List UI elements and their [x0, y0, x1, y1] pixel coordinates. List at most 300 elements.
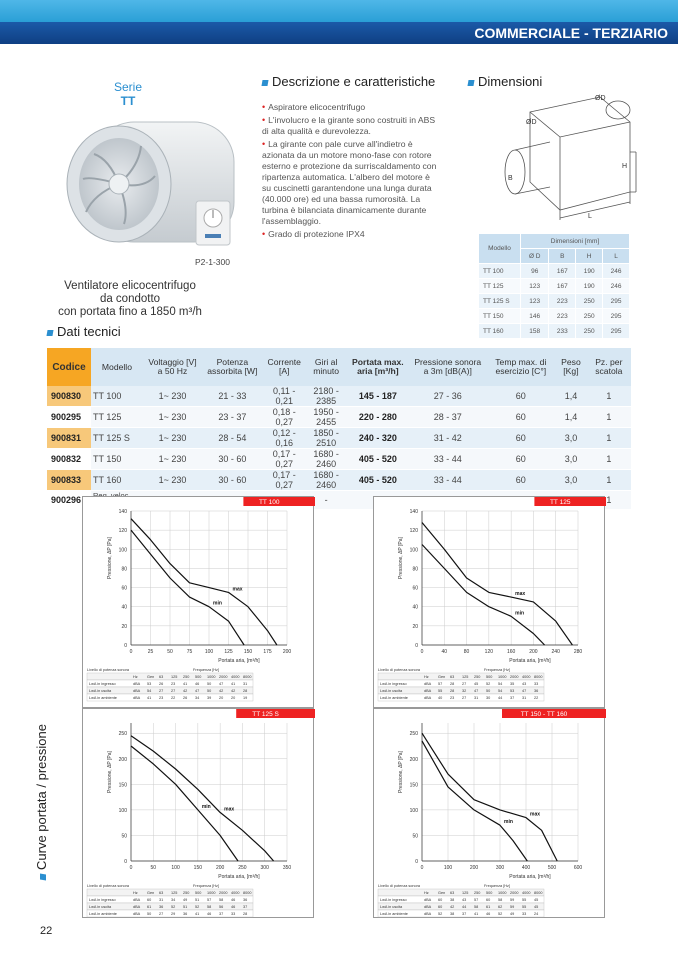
dim-cell: 295: [603, 309, 630, 324]
noise-cell: LwA in ambiente: [89, 696, 117, 700]
tech-cell: 2180 - 2385: [306, 386, 347, 407]
y-tick-label: 0: [415, 643, 418, 649]
noise-cell: Gen: [438, 891, 446, 895]
noise-cell: Gen: [147, 675, 155, 679]
noise-cell: 58: [498, 898, 503, 902]
dim-row: [479, 309, 630, 324]
dim-title-wrap: [468, 74, 542, 89]
noise-cell: 24: [534, 912, 539, 916]
y-tick-label: 0: [124, 643, 127, 649]
x-tick-label: 500: [547, 865, 557, 871]
noise-cell: 23: [450, 696, 455, 700]
x-tick-label: 0: [420, 865, 424, 871]
noise-cell: 41: [183, 682, 188, 686]
dim-cell: 123: [521, 279, 549, 294]
y-tick-label: 50: [412, 833, 418, 840]
tech-cell: 0,17 - 0,27: [263, 449, 306, 470]
noise-cell: 44: [462, 905, 467, 909]
tech-cell: 1: [587, 407, 631, 428]
noise-cell: 42: [450, 905, 455, 909]
dimension-drawing: [490, 92, 638, 222]
dim-label-h: H: [622, 163, 628, 170]
dim-col: Ø D: [521, 249, 549, 264]
tech-cell: 60: [486, 449, 555, 470]
dim-cell: 223: [549, 294, 576, 309]
noise-cell: 37: [510, 696, 515, 700]
noise-freq-label: Frequenza [Hz]: [484, 668, 510, 672]
tech-cell: 27 - 36: [409, 386, 486, 407]
noise-cell: 58: [207, 905, 212, 909]
y-tick-label: 200: [409, 756, 418, 763]
noise-cell: 1000: [207, 891, 216, 895]
dim-cell: 246: [603, 279, 630, 294]
tech-cell: 1950 - 2455: [306, 407, 347, 428]
tech-cell: 31 - 42: [409, 428, 486, 449]
tech-row: [47, 449, 631, 470]
x-tick-label: 125: [224, 649, 233, 655]
series-line-max: [422, 733, 557, 861]
x-axis-label: Portata aria, [m³/h]: [218, 874, 260, 880]
dim-cell: 295: [603, 324, 630, 339]
y-tick-label: 0: [415, 859, 418, 865]
noise-cell: 250: [474, 675, 481, 679]
noise-cell: dBA: [424, 912, 432, 916]
noise-cell: 42: [219, 689, 224, 693]
tech-cell: 28 - 54: [202, 428, 263, 449]
tech-header: Voltaggio [V] a 50 Hz: [143, 348, 202, 386]
noise-cell: 51: [183, 905, 188, 909]
noise-cell: 41: [474, 912, 479, 916]
x-tick-label: 300: [260, 865, 269, 871]
noise-cell: 31: [474, 696, 479, 700]
noise-cell: 61: [147, 905, 152, 909]
noise-cell: 250: [183, 891, 190, 895]
noise-cell: 250: [183, 675, 190, 679]
x-tick-label: 150: [243, 649, 253, 655]
noise-cell: 60: [438, 905, 443, 909]
series-label-min: min: [504, 819, 513, 826]
noise-cell: 53: [510, 689, 515, 693]
tech-cell: 900296: [47, 491, 91, 510]
x-axis-label: Portata aria, [m³/h]: [218, 658, 260, 664]
noise-cell: 43: [522, 682, 527, 686]
noise-cell: LwA in ambiente: [89, 912, 117, 916]
series-label-max: max: [232, 586, 243, 593]
noise-cell: 47: [522, 689, 527, 693]
caption-line: da condotto: [99, 293, 161, 305]
tech-cell: 220 - 280: [347, 407, 410, 428]
dim-row: [479, 324, 630, 339]
noise-cell: dBA: [424, 696, 432, 700]
y-tick-label: 120: [118, 528, 127, 535]
tech-cell: 900295: [47, 407, 91, 428]
noise-title: Livello di potenza sonora: [87, 668, 130, 672]
noise-cell: 32: [462, 689, 467, 693]
caption-line: con portata fino a 1850 m³/h: [58, 306, 202, 318]
noise-cell: 125: [462, 891, 469, 895]
serie-label: Serie: [113, 80, 142, 94]
noise-cell: 8000: [534, 675, 543, 679]
tech-table: [47, 348, 631, 510]
noise-cell: 54: [147, 689, 152, 693]
serie-name: TT: [120, 94, 136, 108]
dim-model-header: Modello: [479, 234, 521, 264]
noise-cell: 46: [231, 905, 236, 909]
noise-cell: dBA: [133, 905, 141, 909]
chart-title: TT 100: [258, 499, 280, 506]
dim-label-l: L: [588, 213, 592, 220]
x-tick-label: 0: [129, 865, 133, 871]
noise-cell: 4000: [522, 891, 531, 895]
noise-cell: 31: [243, 682, 248, 686]
dim-cell: 250: [576, 294, 603, 309]
y-axis-label: Pressione, ΔP [Pa]: [398, 537, 404, 579]
noise-cell: Hz: [424, 891, 429, 895]
tech-cell: 1: [587, 491, 631, 510]
tech-cell: 60: [486, 470, 555, 491]
tech-header: Pressione sonora a 3m [dB(A)]: [409, 348, 486, 386]
noise-cell: 500: [195, 675, 202, 679]
noise-cell: 52: [195, 905, 200, 909]
noise-cell: LwA in uscita: [380, 689, 403, 693]
x-tick-label: 200: [529, 649, 538, 655]
noise-cell: 8000: [243, 675, 252, 679]
noise-cell: 52: [171, 905, 176, 909]
noise-cell: LwA in ingresso: [380, 682, 407, 686]
y-tick-label: 100: [118, 807, 127, 814]
noise-cell: 1000: [498, 891, 507, 895]
noise-cell: 50: [207, 689, 212, 693]
y-tick-label: 50: [121, 833, 127, 840]
noise-row: [87, 673, 253, 680]
noise-cell: 47: [219, 682, 224, 686]
noise-cell: 52: [498, 912, 503, 916]
tech-cell: 1: [587, 428, 631, 449]
noise-cell: 38: [450, 898, 455, 902]
noise-freq-label: Frequenza [Hz]: [193, 884, 219, 888]
series-label-min: min: [201, 803, 211, 810]
tech-cell: 33 - 44: [409, 449, 486, 470]
dim-label-b: B: [508, 175, 513, 182]
noise-cell: 23: [171, 682, 176, 686]
tech-cell: 0,17 - 0,27: [263, 470, 306, 491]
dim-cell: 96: [521, 264, 549, 279]
tech-cell: 3,0: [555, 449, 586, 470]
noise-cell: 58: [219, 898, 224, 902]
tech-cell: 900832: [47, 449, 91, 470]
series-label-max: max: [515, 591, 526, 598]
noise-cell: 60: [438, 898, 443, 902]
chart-title: TT 125 S: [252, 711, 279, 718]
noise-cell: 4000: [231, 675, 240, 679]
tech-cell: 1~ 230: [143, 449, 202, 470]
noise-cell: 31: [159, 898, 164, 902]
x-tick-label: 300: [495, 865, 505, 871]
noise-freq-label: Frequenza [Hz]: [484, 884, 510, 888]
x-tick-label: 100: [443, 865, 453, 871]
dim-cell: 158: [521, 324, 549, 339]
tech-cell: 1~ 230: [143, 386, 202, 407]
x-tick-label: 350: [282, 865, 292, 871]
tech-row: [47, 386, 631, 407]
noise-cell: 53: [147, 682, 152, 686]
dimensions-table: [478, 233, 630, 339]
noise-cell: LwA in uscita: [380, 905, 403, 909]
dim-cell: TT 125 S: [479, 294, 521, 309]
noise-cell: 54: [498, 682, 503, 686]
dim-cell: 167: [549, 279, 576, 294]
tech-cell: 240 - 320: [347, 428, 410, 449]
tech-cell: 3,0: [555, 470, 586, 491]
noise-cell: 250: [474, 891, 481, 895]
noise-cell: 45: [534, 898, 539, 902]
noise-cell: 47: [474, 689, 479, 693]
chart-tt100: [82, 496, 314, 708]
series-line-max: [422, 523, 572, 646]
chart-tt125: [373, 496, 605, 708]
noise-cell: 20: [219, 696, 224, 700]
tech-cell: 1~ 230: [143, 407, 202, 428]
dim-cell: 146: [521, 309, 549, 324]
y-axis-label: Pressione, ΔP [Pa]: [398, 751, 404, 793]
noise-cell: 19: [243, 696, 248, 700]
noise-cell: 42: [231, 689, 236, 693]
tech-cell: 1,4: [555, 407, 586, 428]
tech-title: Dati tecnici: [57, 324, 121, 339]
desc-item: • L'involucro e la girante sono costruiti in ABS di alta qualità e durevolezza.: [262, 115, 436, 136]
noise-cell: 2000: [510, 891, 519, 895]
noise-cell: 500: [486, 891, 493, 895]
noise-cell: 63: [450, 675, 455, 679]
tech-cell: 3,0: [555, 428, 586, 449]
x-tick-label: 280: [573, 649, 583, 655]
dim-cell: 190: [576, 279, 603, 294]
series-line-min: [422, 545, 545, 646]
noise-cell: LwA in ambiente: [380, 912, 408, 916]
noise-cell: dBA: [133, 898, 141, 902]
noise-cell: 40: [438, 696, 443, 700]
y-tick-label: 150: [409, 782, 418, 789]
tech-cell: 60: [486, 407, 555, 428]
tech-header: Corrente [A]: [263, 348, 306, 386]
noise-cell: Gen: [147, 891, 155, 895]
section-header: COMMERCIALE - TERZIARIO: [0, 22, 678, 44]
tech-header: Portata max. aria [m³/h]: [347, 348, 410, 386]
noise-cell: 46: [231, 898, 236, 902]
tech-cell: 900831: [47, 428, 91, 449]
tech-header: Peso [Kg]: [555, 348, 586, 386]
noise-cell: 8000: [243, 891, 252, 895]
y-tick-label: 100: [118, 547, 127, 554]
noise-cell: dBA: [133, 696, 141, 700]
tech-cell: 0,18 - 0,27: [263, 407, 306, 428]
x-tick-label: 150: [193, 865, 203, 871]
noise-cell: 36: [183, 912, 188, 916]
y-tick-label: 250: [118, 731, 127, 738]
tech-cell: 1: [587, 449, 631, 470]
noise-cell: 4000: [522, 675, 531, 679]
y-tick-label: 40: [121, 604, 127, 611]
x-tick-label: 120: [484, 649, 494, 655]
noise-cell: 35: [510, 682, 515, 686]
noise-cell: 49: [510, 912, 515, 916]
tech-cell: 1850 - 2510: [306, 428, 347, 449]
controller-label: P2-1-300: [195, 257, 230, 267]
noise-cell: 37: [462, 912, 467, 916]
caption-line: Ventilatore elicocentrifugo: [64, 280, 196, 292]
dim-cell: 250: [576, 309, 603, 324]
dim-col: H: [576, 249, 603, 264]
noise-cell: 125: [462, 675, 469, 679]
dim-row: [479, 264, 630, 279]
tech-cell: 0,11 - 0,21: [263, 386, 306, 407]
noise-cell: 22: [171, 696, 176, 700]
tech-cell: 405 - 520: [347, 470, 410, 491]
noise-cell: 59: [510, 898, 515, 902]
noise-cell: 55: [438, 689, 443, 693]
y-tick-label: 20: [121, 623, 127, 630]
noise-cell: 20: [231, 696, 236, 700]
y-tick-label: 40: [412, 604, 418, 611]
tech-cell: 1~ 230: [143, 470, 202, 491]
noise-cell: 52: [438, 912, 443, 916]
noise-cell: 8000: [534, 891, 543, 895]
x-tick-label: 0: [129, 649, 133, 655]
noise-cell: 500: [486, 675, 493, 679]
noise-cell: 28: [243, 689, 248, 693]
noise-cell: 61: [486, 905, 491, 909]
noise-cell: 60: [147, 898, 152, 902]
noise-cell: 58: [474, 905, 479, 909]
noise-cell: 38: [450, 912, 455, 916]
noise-cell: 33: [534, 682, 539, 686]
tech-cell: 21 - 33: [202, 386, 263, 407]
noise-cell: 34: [195, 696, 200, 700]
noise-cell: Gen: [438, 675, 446, 679]
noise-cell: 27: [462, 696, 467, 700]
desc-item: • La girante con pale curve all'indietro è azionata da un motore mono-fase con rotore esterno e protezione da surriscaldamento con ripartenza automatica. L'albero del motore è su cuscinetti garantendone una lunga durata (40.000 ore) ed una bassa rumorosità. La turbina è bilanciata dinamicamente durante l'assemblaggio.: [262, 139, 437, 226]
y-tick-label: 250: [409, 731, 418, 738]
tech-cell: 33 - 44: [409, 470, 486, 491]
top-bar: [0, 0, 678, 22]
tech-row: [47, 428, 631, 449]
tech-cell: 30 - 60: [202, 470, 263, 491]
side-title-wrap: [34, 724, 49, 880]
noise-cell: 51: [195, 898, 200, 902]
series-label-max: max: [530, 811, 541, 818]
y-tick-label: 100: [409, 547, 418, 554]
noise-cell: Hz: [133, 675, 138, 679]
dim-cell: TT 125: [479, 279, 521, 294]
dim-row: [479, 279, 630, 294]
x-axis-label: Portata aria, [m³/h]: [509, 658, 551, 664]
noise-cell: 46: [207, 912, 212, 916]
y-axis-label: Pressione, ΔP [Pa]: [107, 537, 113, 579]
noise-cell: 33: [231, 912, 236, 916]
desc-title-wrap: [262, 74, 435, 89]
dim-cell: 233: [549, 324, 576, 339]
dim-cell: 250: [576, 324, 603, 339]
y-tick-label: 120: [409, 528, 418, 535]
x-tick-label: 600: [573, 865, 583, 871]
tech-cell: 60: [486, 386, 555, 407]
dim-cell: 295: [603, 294, 630, 309]
noise-cell: 57: [438, 682, 443, 686]
noise-cell: dBA: [424, 898, 432, 902]
tech-cell: TT 125 S: [91, 428, 143, 449]
dim-title: Dimensioni: [478, 74, 543, 89]
chart-tt150: [373, 708, 605, 918]
noise-cell: Hz: [133, 891, 138, 895]
y-tick-label: 140: [118, 509, 127, 515]
noise-cell: 22: [534, 696, 539, 700]
noise-cell: 1000: [498, 675, 507, 679]
x-tick-label: 100: [171, 865, 180, 871]
tech-row: [47, 470, 631, 491]
noise-cell: 28: [450, 682, 455, 686]
noise-cell: Hz: [424, 675, 429, 679]
noise-cell: 46: [195, 682, 200, 686]
noise-freq-label: Frequenza [Hz]: [193, 668, 219, 672]
noise-cell: 2000: [219, 675, 228, 679]
dim-cell: TT 100: [479, 264, 521, 279]
noise-cell: 125: [171, 675, 178, 679]
noise-cell: 45: [534, 905, 539, 909]
noise-title: Livello di potenza sonora: [87, 884, 130, 888]
product-caption: [40, 280, 220, 319]
noise-cell: 27: [171, 689, 176, 693]
noise-cell: 1000: [207, 675, 216, 679]
side-title: Curve portata / pressione: [34, 724, 49, 870]
noise-cell: dBA: [424, 689, 432, 693]
noise-cell: 41: [195, 912, 200, 916]
chart-tt125s: [82, 708, 314, 918]
noise-cell: 27: [462, 682, 467, 686]
dim-cell: 167: [549, 264, 576, 279]
noise-cell: LwA in uscita: [89, 689, 112, 693]
noise-cell: 23: [159, 696, 164, 700]
series-line-min: [131, 746, 238, 861]
y-tick-label: 200: [118, 756, 127, 763]
description-list: [262, 102, 438, 242]
noise-cell: 55: [522, 898, 527, 902]
noise-cell: LwA in uscita: [89, 905, 112, 909]
noise-cell: 34: [171, 898, 176, 902]
noise-row: [87, 687, 253, 694]
x-tick-label: 200: [282, 649, 292, 655]
y-tick-label: 80: [121, 566, 127, 573]
dim-cell: 223: [549, 309, 576, 324]
x-tick-label: 400: [521, 865, 531, 871]
noise-cell: 63: [159, 891, 164, 895]
series-label-min: min: [515, 610, 525, 617]
tech-cell: 1: [587, 470, 631, 491]
y-tick-label: 80: [412, 566, 418, 573]
tech-header: Modello: [91, 348, 143, 386]
noise-cell: 28: [450, 689, 455, 693]
bullet-icon: [46, 330, 53, 336]
noise-row: [378, 889, 544, 896]
noise-cell: 46: [486, 912, 491, 916]
noise-cell: 36: [159, 905, 164, 909]
noise-cell: 42: [183, 689, 188, 693]
x-tick-label: 50: [150, 865, 157, 871]
product-photo: [44, 112, 264, 252]
noise-cell: 41: [147, 696, 152, 700]
chart-title: TT 150 - TT 160: [520, 711, 568, 718]
noise-cell: 500: [195, 891, 202, 895]
y-axis-label: Pressione, ΔP [Pa]: [107, 751, 113, 793]
